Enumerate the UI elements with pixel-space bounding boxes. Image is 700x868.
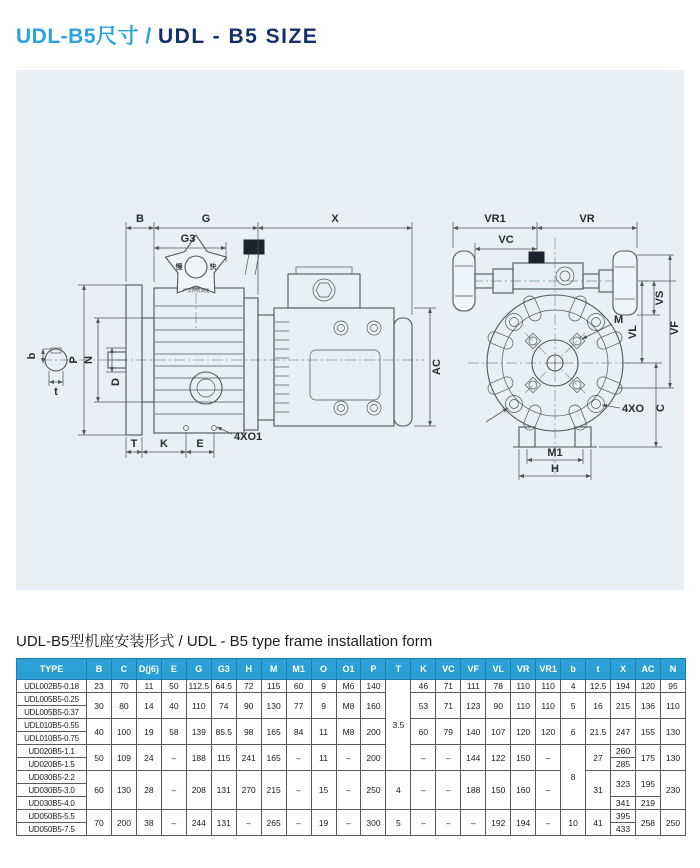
value-cell: – — [461, 810, 486, 836]
value-cell: 215 — [611, 693, 636, 719]
dim-label-VR1: VR1 — [484, 213, 506, 225]
value-cell: 71 — [436, 693, 461, 719]
value-cell: 80 — [111, 693, 136, 719]
column-header: O — [311, 659, 336, 680]
dim-label-C: C — [655, 404, 667, 412]
value-cell: 144 — [461, 745, 486, 771]
column-header: b — [561, 659, 586, 680]
value-cell: 188 — [186, 745, 211, 771]
value-cell: 60 — [286, 680, 311, 693]
value-cell: 19 — [311, 810, 336, 836]
value-cell: 4 — [386, 771, 411, 810]
column-header: AC — [635, 659, 660, 680]
page-title — [16, 20, 318, 50]
value-cell: 78 — [486, 680, 511, 693]
value-cell: 155 — [635, 719, 660, 745]
value-cell: – — [236, 810, 261, 836]
value-cell: 11 — [311, 745, 336, 771]
dim-label-4XO1: 4XO1 — [234, 431, 263, 443]
value-cell: 115 — [211, 745, 236, 771]
technical-drawing — [16, 70, 684, 590]
value-cell: 77 — [286, 693, 311, 719]
column-header: VR1 — [536, 659, 561, 680]
value-cell: – — [336, 810, 361, 836]
column-header: M1 — [286, 659, 311, 680]
value-cell: 260 — [611, 745, 636, 758]
value-cell: – — [436, 771, 461, 810]
value-cell: 165 — [261, 745, 286, 771]
type-cell: UDL005B5-0.37 — [17, 706, 87, 719]
value-cell: 247 — [611, 719, 636, 745]
value-cell: 3.5 — [386, 680, 411, 771]
column-header: E — [161, 659, 186, 680]
value-cell: 188 — [461, 771, 486, 810]
value-cell: – — [161, 810, 186, 836]
value-cell: 323 — [611, 771, 636, 797]
speed-knob — [166, 235, 227, 294]
side-view-drawing — [26, 213, 443, 458]
value-cell: 120 — [511, 719, 536, 745]
value-cell: 208 — [186, 771, 211, 810]
value-cell: 160 — [361, 693, 386, 719]
value-cell: 200 — [361, 745, 386, 771]
value-cell: 6 — [561, 719, 586, 745]
column-header: G3 — [211, 659, 236, 680]
dim-label-G3: G3 — [180, 233, 196, 245]
dim-label-E: E — [196, 438, 204, 450]
value-cell: 58 — [161, 719, 186, 745]
value-cell: 215 — [261, 771, 286, 810]
column-header: VL — [486, 659, 511, 680]
dim-label-t: t — [54, 386, 58, 398]
value-cell: 110 — [511, 693, 536, 719]
type-cell: UD030B5-4.0 — [17, 797, 87, 810]
value-cell: – — [436, 810, 461, 836]
table-row — [17, 745, 686, 758]
type-cell: UDL005B5-0.25 — [17, 693, 87, 706]
dim-label-VR: VR — [579, 213, 595, 225]
value-cell: 64.5 — [211, 680, 236, 693]
value-cell: 38 — [136, 810, 161, 836]
value-cell: 27 — [586, 745, 611, 771]
value-cell: 395 — [611, 810, 636, 823]
value-cell: 46 — [411, 680, 436, 693]
type-cell: UD030B5-3.0 — [17, 784, 87, 797]
knob-slow-label: 慢 — [175, 264, 183, 271]
type-cell: UD020B5-1.5 — [17, 758, 87, 771]
value-cell: 136 — [635, 693, 660, 719]
value-cell: M6 — [336, 680, 361, 693]
column-header: B — [87, 659, 112, 680]
column-header: t — [586, 659, 611, 680]
column-header: M — [261, 659, 286, 680]
value-cell: 23 — [87, 680, 112, 693]
value-cell: – — [436, 745, 461, 771]
value-cell: – — [286, 745, 311, 771]
dim-label-4XO: 4XO — [622, 403, 645, 415]
value-cell: 130 — [111, 771, 136, 810]
value-cell: – — [286, 771, 311, 810]
value-cell: 123 — [461, 693, 486, 719]
value-cell: 40 — [87, 719, 112, 745]
value-cell: 139 — [186, 719, 211, 745]
column-header: VC — [436, 659, 461, 680]
value-cell: 95 — [660, 680, 685, 693]
dim-label-K: K — [160, 438, 168, 450]
value-cell: 175 — [635, 745, 660, 771]
table-header-row — [17, 659, 686, 680]
value-cell: 192 — [486, 810, 511, 836]
table-row — [17, 719, 686, 732]
value-cell: 5 — [386, 810, 411, 836]
value-cell: 24 — [136, 745, 161, 771]
dim-label-VF: VF — [669, 320, 681, 336]
column-header: N — [660, 659, 685, 680]
value-cell: 241 — [236, 745, 261, 771]
value-cell: 70 — [87, 810, 112, 836]
type-cell: UD050B5-5.5 — [17, 810, 87, 823]
value-cell: – — [536, 745, 561, 771]
value-cell: 60 — [411, 719, 436, 745]
dim-label-M1: M1 — [547, 447, 563, 459]
value-cell: 10 — [561, 810, 586, 836]
value-cell: 200 — [361, 719, 386, 745]
table-row — [17, 680, 686, 693]
value-cell: 30 — [87, 693, 112, 719]
dim-label-H: H — [551, 463, 559, 475]
dim-label-B: B — [136, 213, 144, 225]
type-cell: UD050B5-7.5 — [17, 823, 87, 836]
value-cell: – — [161, 745, 186, 771]
value-cell: 110 — [186, 693, 211, 719]
value-cell: 194 — [511, 810, 536, 836]
value-cell: 194 — [611, 680, 636, 693]
dim-label-P: P — [68, 356, 80, 364]
value-cell: 110 — [536, 693, 561, 719]
column-header: H — [236, 659, 261, 680]
value-cell: – — [336, 771, 361, 810]
dim-label-X: X — [331, 213, 339, 225]
value-cell: 341 — [611, 797, 636, 810]
value-cell: 109 — [111, 745, 136, 771]
value-cell: 90 — [236, 693, 261, 719]
value-cell: 140 — [461, 719, 486, 745]
value-cell: 71 — [436, 680, 461, 693]
value-cell: 50 — [161, 680, 186, 693]
spec-table — [16, 658, 686, 836]
value-cell: 258 — [635, 810, 660, 836]
value-cell: 107 — [486, 719, 511, 745]
column-header: K — [411, 659, 436, 680]
value-cell: 115 — [261, 680, 286, 693]
type-cell: UDL010B5-0.55 — [17, 719, 87, 732]
page-title-cn: UDL-B5尺寸 / — [16, 25, 152, 48]
dim-label-T: T — [130, 438, 138, 450]
value-cell: 9 — [311, 693, 336, 719]
value-cell: 84 — [286, 719, 311, 745]
dim-label-b: b — [26, 352, 38, 360]
value-cell: 219 — [635, 797, 660, 810]
value-cell: 12.5 — [586, 680, 611, 693]
value-cell: 270 — [236, 771, 261, 810]
value-cell: 433 — [611, 823, 636, 836]
column-header: P — [361, 659, 386, 680]
value-cell: 98 — [236, 719, 261, 745]
dim-label-D: D — [110, 378, 122, 386]
drawing-panel — [16, 70, 684, 590]
value-cell: – — [336, 745, 361, 771]
value-cell: 140 — [361, 680, 386, 693]
value-cell: 120 — [635, 680, 660, 693]
value-cell: 165 — [261, 719, 286, 745]
value-cell: 150 — [511, 745, 536, 771]
dim-label-AC: AC — [431, 359, 443, 375]
value-cell: 195 — [635, 771, 660, 797]
value-cell: 112.5 — [186, 680, 211, 693]
value-cell: M8 — [336, 719, 361, 745]
dim-label-VC: VC — [498, 234, 514, 246]
value-cell: – — [536, 810, 561, 836]
value-cell: 14 — [136, 693, 161, 719]
column-header: X — [611, 659, 636, 680]
section-subtitle: UDL-B5型机座安装形式 / UDL - B5 type frame installation form — [16, 633, 433, 650]
value-cell: 110 — [536, 680, 561, 693]
knob-warning-label: 严禁停机调速 — [182, 288, 210, 293]
value-cell: – — [161, 771, 186, 810]
front-view-drawing — [453, 213, 681, 480]
value-cell: 9 — [311, 680, 336, 693]
value-cell: 4 — [561, 680, 586, 693]
value-cell: – — [286, 810, 311, 836]
column-header: D(j6) — [136, 659, 161, 680]
value-cell: 131 — [211, 771, 236, 810]
value-cell: 5 — [561, 693, 586, 719]
value-cell: – — [411, 810, 436, 836]
value-cell: 110 — [660, 693, 685, 719]
value-cell: 28 — [136, 771, 161, 810]
value-cell: 130 — [261, 693, 286, 719]
value-cell: 16 — [586, 693, 611, 719]
value-cell: 41 — [586, 810, 611, 836]
value-cell: – — [536, 771, 561, 810]
value-cell: 90 — [486, 693, 511, 719]
value-cell: 40 — [161, 693, 186, 719]
value-cell: 72 — [236, 680, 261, 693]
value-cell: 244 — [186, 810, 211, 836]
value-cell: 111 — [461, 680, 486, 693]
value-cell: 122 — [486, 745, 511, 771]
column-header: VR — [511, 659, 536, 680]
type-cell: UD030B5-2.2 — [17, 771, 87, 784]
value-cell: 130 — [660, 719, 685, 745]
dim-label-VL: VL — [627, 324, 639, 340]
value-cell: M8 — [336, 693, 361, 719]
motor-fins — [275, 322, 289, 412]
dim-label-VS: VS — [654, 290, 666, 306]
value-cell: 50 — [87, 745, 112, 771]
value-cell: 11 — [311, 719, 336, 745]
value-cell: 15 — [311, 771, 336, 810]
value-cell: 150 — [486, 771, 511, 810]
value-cell: 130 — [660, 745, 685, 771]
type-cell: UD020B5-1.1 — [17, 745, 87, 758]
value-cell: 100 — [111, 719, 136, 745]
dim-label-M: M — [614, 314, 624, 326]
column-header: G — [186, 659, 211, 680]
column-header: C — [111, 659, 136, 680]
value-cell: 53 — [411, 693, 436, 719]
table-row — [17, 810, 686, 823]
value-cell: 79 — [436, 719, 461, 745]
value-cell: 74 — [211, 693, 236, 719]
value-cell: – — [411, 771, 436, 810]
dim-label-G: G — [201, 213, 211, 225]
value-cell: 19 — [136, 719, 161, 745]
value-cell: 285 — [611, 758, 636, 771]
value-cell: 250 — [660, 810, 685, 836]
value-cell: 265 — [261, 810, 286, 836]
value-cell: 300 — [361, 810, 386, 836]
table-row — [17, 693, 686, 706]
column-header: VF — [461, 659, 486, 680]
value-cell: 250 — [361, 771, 386, 810]
value-cell: 11 — [136, 680, 161, 693]
value-cell: 8 — [561, 745, 586, 810]
value-cell: 120 — [536, 719, 561, 745]
dim-label-N: N — [83, 356, 95, 364]
value-cell: – — [411, 745, 436, 771]
type-cell: UDL002B5-0.18 — [17, 680, 87, 693]
knob-fast-label: 快 — [209, 264, 217, 271]
table-row — [17, 771, 686, 784]
value-cell: 131 — [211, 810, 236, 836]
value-cell: 230 — [660, 771, 685, 810]
value-cell: 200 — [111, 810, 136, 836]
column-header: TYPE — [17, 659, 87, 680]
value-cell: 21.5 — [586, 719, 611, 745]
value-cell: 60 — [87, 771, 112, 810]
value-cell: 85.5 — [211, 719, 236, 745]
value-cell: 31 — [586, 771, 611, 810]
value-cell: 110 — [511, 680, 536, 693]
column-header: T — [386, 659, 411, 680]
column-header: O1 — [336, 659, 361, 680]
page-title-en: UDL - B5 SIZE — [158, 25, 319, 48]
value-cell: 160 — [511, 771, 536, 810]
value-cell: 70 — [111, 680, 136, 693]
type-cell: UDL010B5-0.75 — [17, 732, 87, 745]
